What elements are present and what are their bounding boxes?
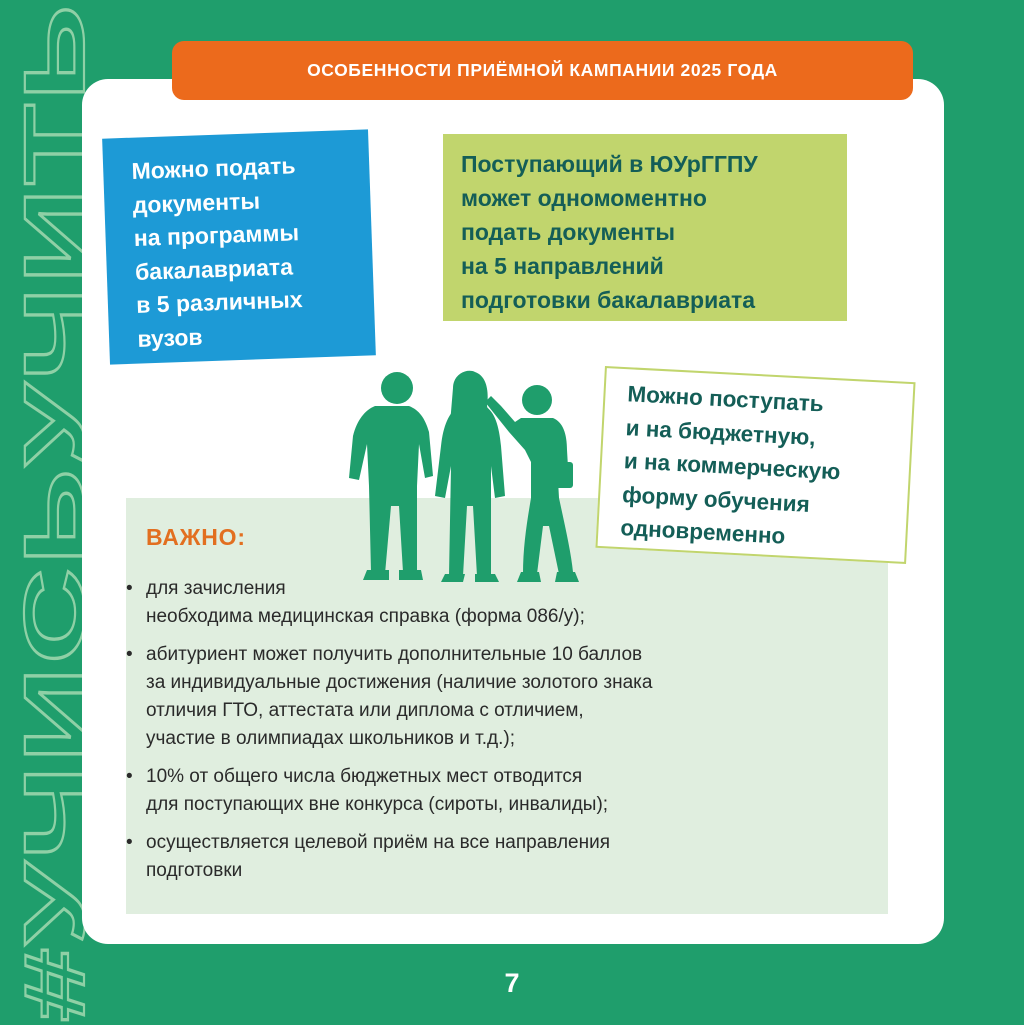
bullet-icon: • xyxy=(126,766,133,787)
side-hashtag-text: #УЧИСЬУЧИТЬ xyxy=(7,362,103,1022)
list-item-text: 10% от общего числа бюджетных мест отводится для поступающих вне конкурса (сироты, инвалиды); xyxy=(146,766,609,815)
green-info-text: Поступающий в ЮУрГГПУ может одномоментно подать документы на 5 направлений подготовки бакалавриата xyxy=(461,151,758,313)
important-title: ВАЖНО: xyxy=(146,524,246,550)
list-item-text: абитуриент может получить дополнительные 10 баллов за индивидуальные достижения (наличие золотого знака отличия ГТО, аттестата или диплома с отличием, участие в олимпиадах школьников и т.д.); xyxy=(146,644,653,749)
outline-info-text: Можно поступать и на бюджетную, и на коммерческую форму обучения одновременно xyxy=(619,381,842,549)
header-banner xyxy=(172,41,913,100)
student-left-silhouette xyxy=(349,372,433,580)
header-title: ОСОБЕННОСТИ ПРИЁМНОЙ КАМПАНИИ 2025 ГОДА xyxy=(307,60,778,80)
bullet-icon: • xyxy=(126,578,133,599)
bullet-icon: • xyxy=(126,832,133,853)
list-item xyxy=(124,641,864,753)
list-item xyxy=(124,829,864,885)
students-silhouette-icon xyxy=(345,366,585,588)
list-item-text: осуществляется целевой приём на все направления подготовки xyxy=(146,832,611,881)
important-list xyxy=(124,575,864,895)
list-item-text: для зачисления необходима медицинская справка (форма 086/у); xyxy=(146,578,585,627)
list-item xyxy=(124,763,864,819)
bullet-icon: • xyxy=(126,644,133,665)
blue-info-text: Можно подать документы на программы бакалавриата в 5 различных вузов xyxy=(131,152,303,352)
side-hashtag xyxy=(6,0,103,1025)
outline-info-box xyxy=(595,366,915,564)
page-number: 7 xyxy=(504,968,520,998)
